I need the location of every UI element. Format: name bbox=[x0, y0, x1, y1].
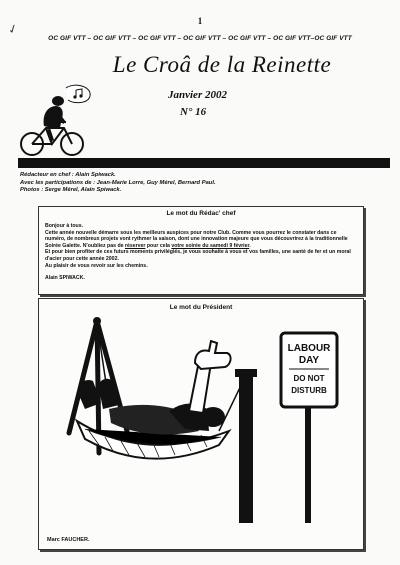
cyclist-frog-logo bbox=[16, 84, 96, 164]
editor-note-box bbox=[38, 206, 364, 295]
event-date-text: votre soirée du samedi 9 février bbox=[171, 242, 250, 249]
music-note-icon bbox=[66, 85, 90, 102]
president-signature: Marc FAUCHER. bbox=[47, 537, 90, 543]
reserve-text: réserver bbox=[124, 242, 146, 249]
editor-paragraph-3: Au plaisir de vous revoir sur les chemins. bbox=[45, 262, 148, 269]
text-span: . bbox=[249, 242, 251, 249]
newsletter-title: Le Croâ de la Reinette bbox=[112, 52, 332, 77]
page-number: 1 bbox=[197, 16, 203, 26]
president-note-box bbox=[38, 298, 364, 550]
credit-editor: Rédacteur en chef : Alain Spiwack. bbox=[20, 172, 116, 178]
credit-photos: Photos : Serge Mérel, Alain Spiwack. bbox=[20, 187, 122, 194]
editor-paragraph-2: Et pour bien profiter de ces futurs moments privilégiés, je vous souhaite à vous et vos familles, une santé de fer et un moral d'acier pour cette année 2002. bbox=[45, 249, 351, 262]
sign-line-2: DAY bbox=[298, 355, 320, 366]
credit-participants: Avec les participations de : Jean-Marie Lorre, Guy Mérel, Bernard Paul. bbox=[20, 179, 216, 186]
editor-note-title: Le mot du Rédac' chef bbox=[166, 210, 236, 217]
check-mark-icon: ✓ bbox=[5, 20, 21, 38]
issue-number: N° 16 bbox=[180, 106, 207, 118]
text-span: pour cela bbox=[145, 242, 172, 249]
issue-date: Janvier 2002 bbox=[168, 89, 227, 101]
sign-line-1: LABOUR bbox=[287, 343, 331, 354]
editor-note-body bbox=[45, 223, 357, 282]
text-span: Cette année nouvelle démarre sous les meilleurs auspices pour notre Club. Comme vous pourrez le constater dans ce numéro, de nombreux projets vont rythmer la saison, dont une innovation majeure que vous découvrirez à la traditionnelle Soirée Galette. N'oubliez pas de bbox=[45, 229, 348, 249]
sign-line-3: DO NOT bbox=[293, 374, 325, 383]
sign-line-4: DISTURB bbox=[291, 386, 327, 395]
hammock-cartoon bbox=[49, 313, 349, 528]
editor-signature: Alain SPIWACK. bbox=[45, 275, 85, 282]
credits-block bbox=[20, 172, 216, 195]
club-banner-line: OC GIF VTT – OC GIF VTT – OC GIF VTT – OC GIF VTT – OC GIF VTT – OC GIF VTT–OC GIF VTT bbox=[48, 35, 352, 42]
editor-greeting: Bonjour à tous. bbox=[45, 223, 84, 229]
header-divider-bar bbox=[18, 158, 390, 168]
editor-paragraph-1 bbox=[45, 230, 357, 250]
president-note-title: Le mot du Président bbox=[169, 304, 233, 311]
